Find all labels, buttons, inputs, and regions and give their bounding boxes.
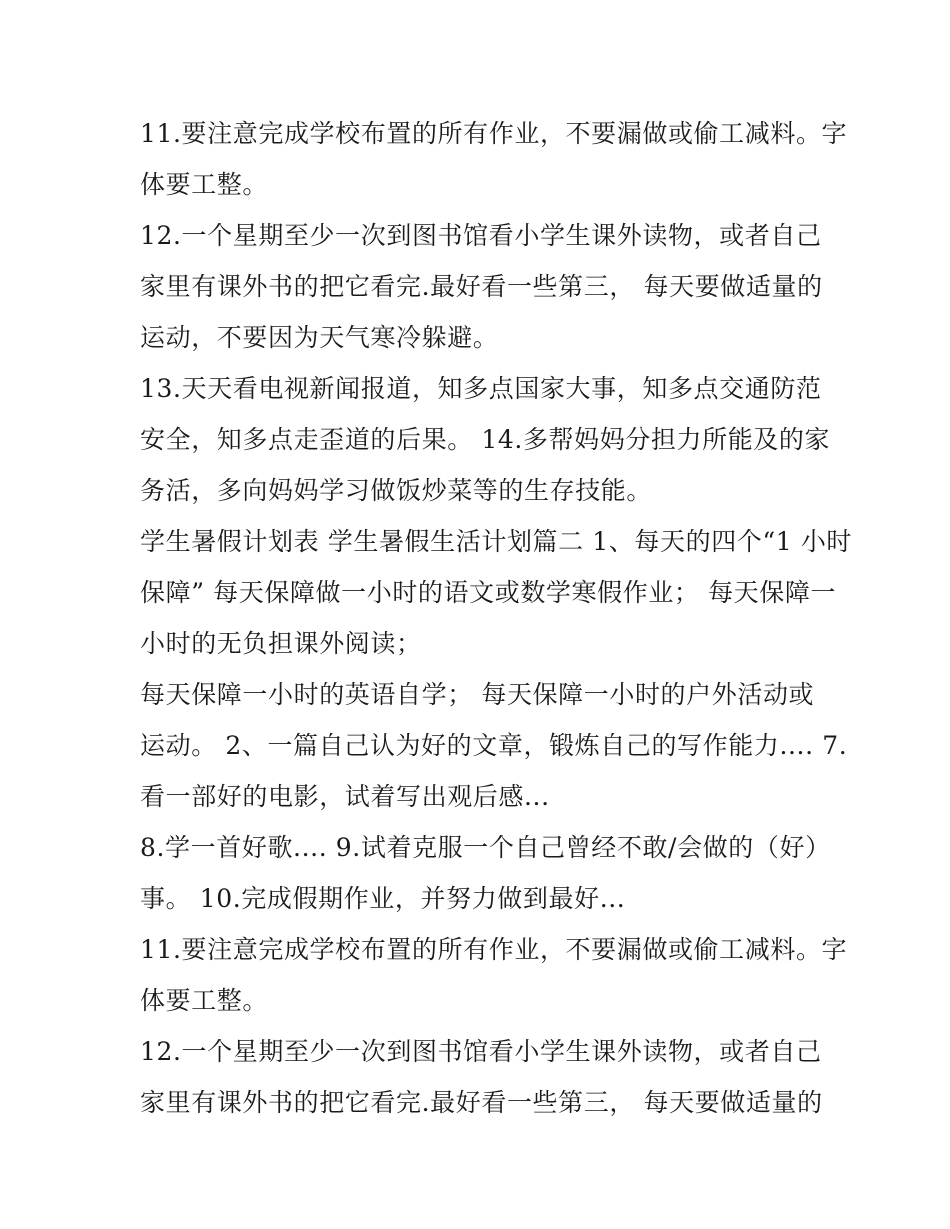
text-line: 12.一个星期至少一次到图书馆看小学生课外读物，或者自己 — [140, 221, 822, 250]
text-line: 务活，多向妈妈学习做饭炒菜等的生存技能。 — [140, 476, 653, 505]
text-line: 保障” 每天保障做一小时的语文或数学寒假作业； 每天保障一 — [140, 578, 837, 607]
text-line: 每天保障一小时的英语自学； 每天保障一小时的户外活动或 — [140, 680, 815, 709]
text-line: 体要工整。 — [140, 170, 269, 199]
text-line: 11.要注意完成学校布置的所有作业，不要漏做或偷工减料。字 — [140, 935, 848, 964]
text-line: 家里有课外书的把它看完.最好看一些第三， 每天要做适量的 — [140, 1088, 823, 1117]
text-line: 8.学一首好歌.... 9.试着克服一个自己曾经不敢/会做的（好） — [140, 833, 831, 862]
text-line: 体要工整。 — [140, 986, 269, 1015]
text-line: 12.一个星期至少一次到图书馆看小学生课外读物，或者自己 — [140, 1037, 822, 1066]
text-line: 家里有课外书的把它看完.最好看一些第三， 每天要做适量的 — [140, 272, 823, 301]
document-body — [140, 108, 853, 1128]
text-line: 学生暑假计划表 学生暑假生活计划篇二 1、每天的四个“1 小时 — [140, 527, 853, 556]
text-line: 看一部好的电影，试着写出观后感... — [140, 782, 550, 811]
text-line: 运动。 2、一篇自己认为好的文章，锻炼自己的写作能力.... 7. — [140, 731, 848, 760]
text-line: 小时的无负担课外阅读； — [140, 629, 422, 658]
text-line: 事。 10.完成假期作业，并努力做到最好... — [140, 884, 626, 913]
text-line: 安全，知多点走歪道的后果。 14.多帮妈妈分担力所能及的家 — [140, 425, 831, 454]
text-line: 11.要注意完成学校布置的所有作业，不要漏做或偷工减料。字 — [140, 119, 848, 148]
text-line: 运动，不要因为天气寒冷躲避。 — [140, 323, 499, 352]
text-line: 13.天天看电视新闻报道，知多点国家大事，知多点交通防范 — [140, 374, 822, 403]
